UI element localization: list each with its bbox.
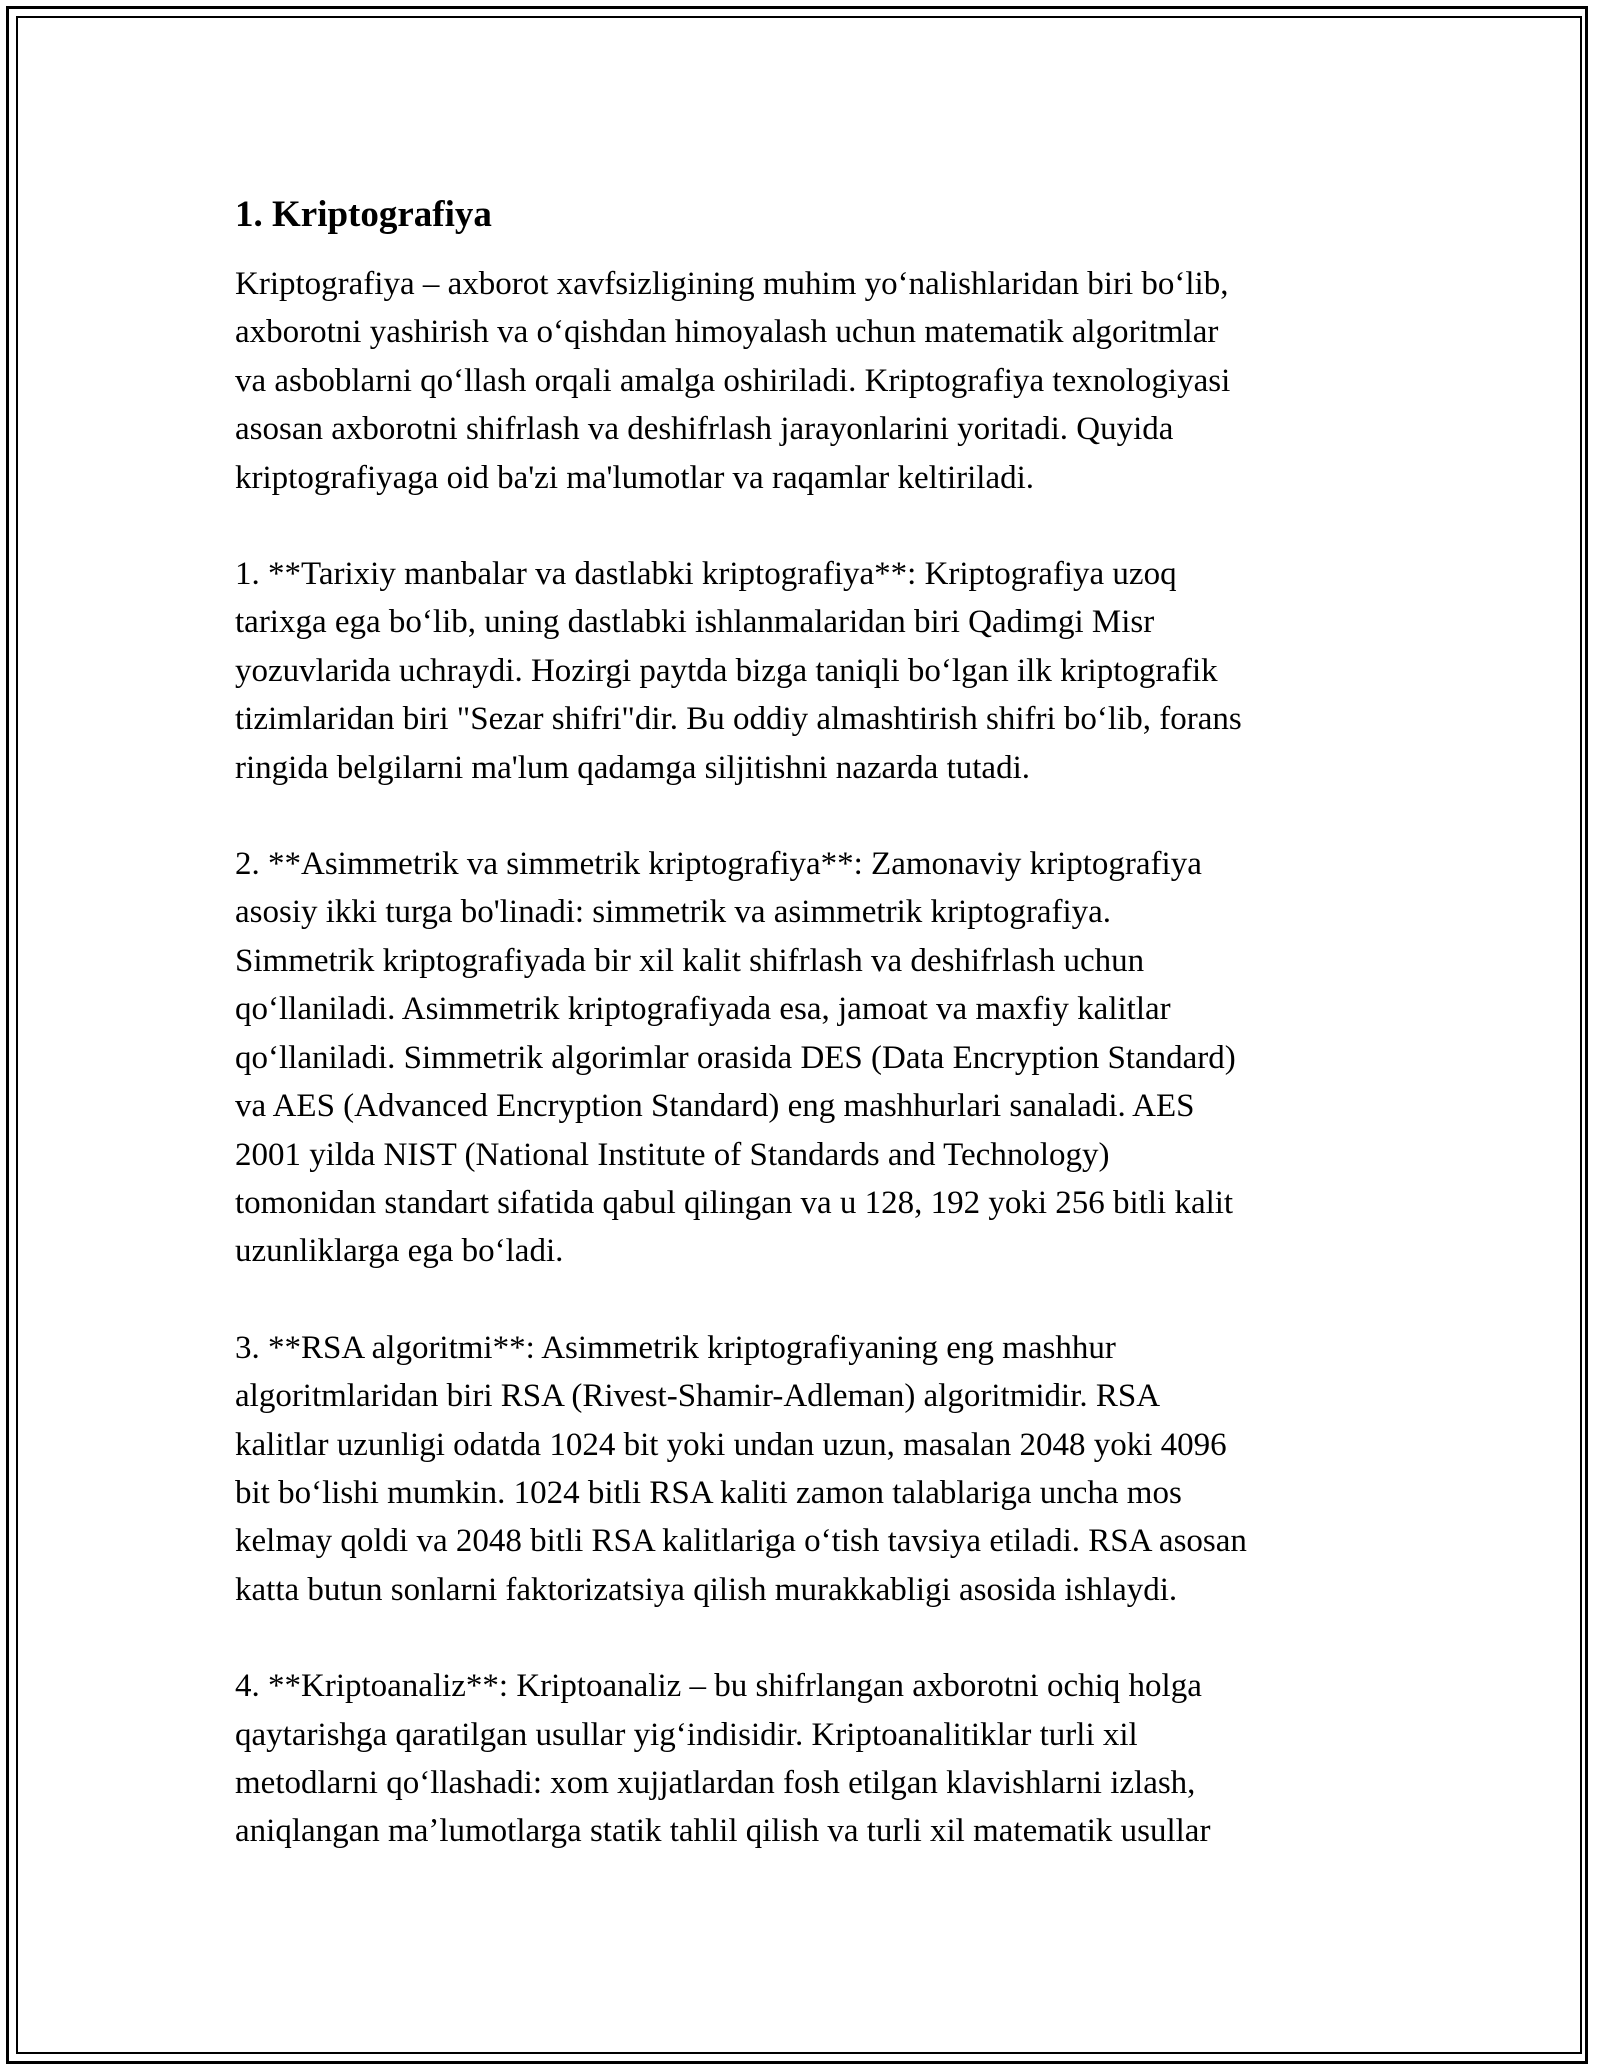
section-heading: 1. Kriptografiya [235, 194, 492, 235]
paragraph-line: kelmay qoldi va 2048 bitli RSA kalitlariga oʻtish tavsiya etiladi. RSA asosan [235, 1523, 1247, 1560]
paragraph-line: va AES (Advanced Encryption Standard) eng mashhurlari sanaladi. AES [235, 1088, 1195, 1125]
paragraph-line: Kriptografiya – axborot xavfsizligining muhim yoʻnalishlaridan biri boʻlib, [235, 266, 1229, 302]
paragraph-line: tarixga ega boʻlib, uning dastlabki ishlanmalaridan biri Qadimgi Misr [235, 604, 1155, 641]
intro-paragraph [235, 260, 1375, 502]
rsa-paragraph [235, 1324, 1375, 1614]
paragraph-line: aniqlangan maʼlumotlarga statik tahlil qilish va turli xil matematik usullar [235, 1813, 1211, 1850]
paragraph-line: yozuvlarida uchraydi. Hozirgi paytda bizga taniqli boʻlgan ilk kriptografik [235, 652, 1218, 689]
paragraph-line: kalitlar uzunligi odatda 1024 bit yoki undan uzun, masalan 2048 yoki 4096 [235, 1426, 1227, 1463]
paragraph-line: katta butun sonlarni faktorizatsiya qilish murakkabligi asosida ishlaydi. [235, 1571, 1178, 1608]
paragraph-line: qoʻllaniladi. Simmetrik algorimlar orasida DES (Data Encryption Standard) [235, 1039, 1236, 1076]
paragraph-line: uzunliklarga ega boʻladi. [235, 1233, 564, 1270]
paragraph-line: 4. **Kriptoanaliz**: Kriptoanaliz – bu shifrlangan axborotni ochiq holga [235, 1668, 1202, 1705]
paragraph-line: asosan axborotni shifrlash va deshifrlash jarayonlarini yoritadi. Quyida [235, 411, 1174, 448]
paragraph-line: 2. **Asimmetrik va simmetrik kriptografiya**: Zamonaviy kriptografiya [235, 846, 1202, 883]
history-paragraph [235, 550, 1375, 792]
paragraph-line: metodlarni qoʻllashadi: xom xujjatlardan fosh etilgan klavishlarni izlash, [235, 1764, 1196, 1801]
paragraph-line: va asboblarni qoʻllash orqali amalga oshiriladi. Kriptografiya texnologiyasi [235, 362, 1231, 399]
paragraph-line: Simmetrik kriptografiyada bir xil kalit shifrlash va deshifrlash uchun [235, 942, 1145, 979]
paragraph-line: axborotni yashirish va oʻqishdan himoyalash uchun matematik algoritmlar [235, 314, 1219, 351]
paragraph-line: qoʻllaniladi. Asimmetrik kriptografiyada esa, jamoat va maxfiy kalitlar [235, 991, 1171, 1028]
symmetric-asymmetric-paragraph [235, 840, 1375, 1276]
paragraph-line: 1. **Tarixiy manbalar va dastlabki kriptografiya**: Kriptografiya uzoq [235, 556, 1177, 593]
paragraph-line: ringida belgilarni ma'lum qadamga siljitishni nazarda tutadi. [235, 749, 1030, 786]
paragraph-line: tomonidan standart sifatida qabul qilingan va u 128, 192 yoki 256 bitli kalit [235, 1184, 1234, 1221]
paragraph-line: tizimlaridan biri "Sezar shifri"dir. Bu oddiy almashtirish shifri boʻlib, forans [235, 701, 1242, 738]
paragraph-line: qaytarishga qaratilgan usullar yigʻindisidir. Kriptoanalitiklar turli xil [235, 1716, 1138, 1753]
paragraph-line: algoritmlaridan biri RSA (Rivest-Shamir-Adleman) algoritmidir. RSA [235, 1378, 1161, 1415]
cryptanalysis-paragraph [235, 1662, 1375, 1856]
paragraph-line: 2001 yilda NIST (National Institute of Standards and Technology) [235, 1136, 1110, 1173]
paragraph-line: asosiy ikki turga bo'linadi: simmetrik va asimmetrik kriptografiya. [235, 894, 1112, 931]
paragraph-line: 3. **RSA algoritmi**: Asimmetrik kriptografiyaning eng mashhur [235, 1329, 1116, 1366]
document-body [235, 186, 1375, 1856]
paragraph-line: bit boʻlishi mumkin. 1024 bitli RSA kaliti zamon talablariga uncha mos [235, 1474, 1182, 1511]
paragraph-line: kriptografiyaga oid ba'zi ma'lumotlar va raqamlar keltiriladi. [235, 459, 1035, 496]
